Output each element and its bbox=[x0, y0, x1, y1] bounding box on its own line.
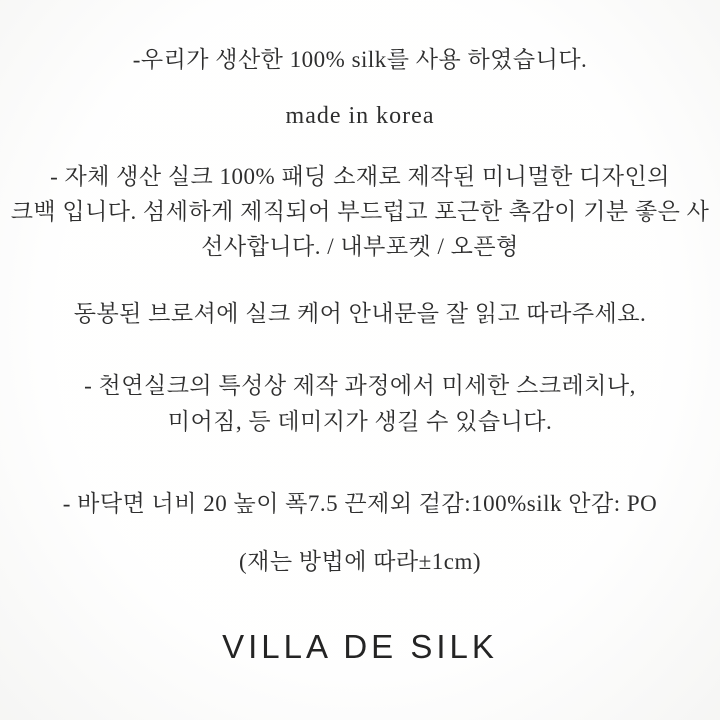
para-design-line3: 선사합니다. / 내부포켓 / 오픈형 bbox=[201, 234, 519, 259]
line-made-in-korea: made in korea bbox=[285, 103, 435, 129]
line-damage-notice-1: - 천연실크의 특성상 제작 과정에서 미세한 스크레치나, bbox=[84, 373, 636, 398]
line-dimensions: - 바닥면 너비 20 높이 폭7.5 끈제외 겉감:100%silk 안감: PO bbox=[62, 491, 658, 516]
brand-logo: VILLA DE SILK bbox=[222, 627, 498, 666]
line-care-instruction: 동봉된 브로셔에 실크 케어 안내문을 잘 읽고 따라주세요. bbox=[73, 301, 647, 326]
line-damage-notice-2: 미어짐, 등 데미지가 생길 수 있습니다. bbox=[167, 409, 553, 434]
para-design-line1: - 자체 생산 실크 100% 패딩 소재로 제작된 미니멀한 디자인의 bbox=[50, 164, 670, 189]
line-measure-tolerance: (재는 방법에 따라±1cm) bbox=[238, 549, 482, 574]
para-design-line2: 크백 입니다. 섬세하게 제직되어 부드럽고 포근한 촉감이 기분 좋은 사 bbox=[10, 199, 710, 224]
line-silk-usage: -우리가 생산한 100% silk를 사용 하였습니다. bbox=[132, 47, 588, 72]
